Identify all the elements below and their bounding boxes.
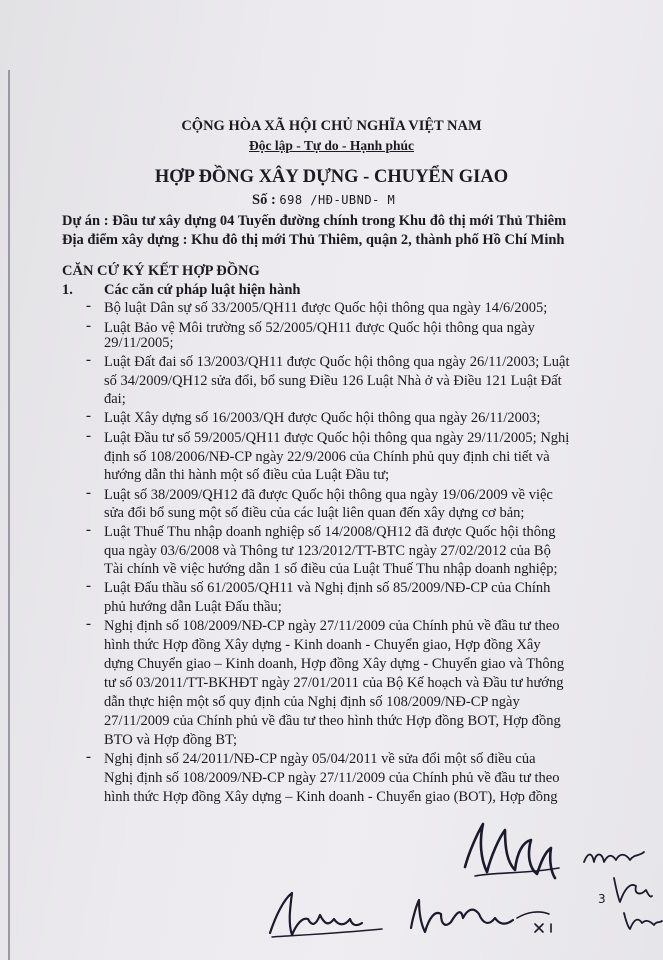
paper-edge [8, 70, 10, 960]
body-line: Nghị định số 108/2009/NĐ-CP ngày 27/11/2009 của Chính phủ về đầu tư theo [104, 618, 560, 634]
nation-header: CỘNG HÒA XÃ HỘI CHỦ NGHĨA VIỆT NAM [181, 118, 482, 134]
body-line: qua ngày 03/6/2008 và Thông tư 123/2012/TT-BTC ngày 27/02/2012 của Bộ [104, 543, 551, 559]
signature-initial-3 [620, 905, 663, 935]
project-value: Đầu tư xây dựng 04 Tuyến đường chính trong Khu đô thị mới Thủ Thiêm [112, 213, 567, 229]
project-label: Dự án : [62, 213, 109, 229]
section-heading: CĂN CỨ KÝ KẾT HỢP ĐỒNG [62, 263, 260, 279]
body-line: Luật Xây dựng số 16/2003/QH được Quốc hội thông qua ngày 26/11/2003; [104, 410, 541, 426]
number-value: 698 /HĐ-UBND- M [279, 193, 396, 207]
bullet-dash: - [86, 298, 91, 314]
body-line: hướng dẫn thi hành một số điều của Luật Đầu tư; [104, 467, 390, 483]
body-line: Nghị định số 24/2011/NĐ-CP ngày 05/04/2011 về sửa đổi một số điều của [104, 751, 536, 767]
body-line: số 34/2009/QH12 sửa đổi, bổ sung Điều 126 Luật Nhà ở và Điều 121 Luật Đất [104, 373, 562, 389]
motto: Độc lập - Tự do - Hạnh phúc [248, 138, 415, 153]
body-line: Luật số 38/2009/QH12 đã được Quốc hội thông qua ngày 19/06/2009 về việc [104, 487, 553, 503]
signature-main [455, 812, 575, 887]
body-line: 29/11/2005; [104, 335, 174, 351]
item-title: Các căn cứ pháp luật hiện hành [104, 282, 301, 298]
contract-number [252, 191, 395, 209]
bullet-dash: - [86, 522, 91, 538]
document-title: HỢP ĐỒNG XÂY DỰNG - CHUYỂN GIAO [154, 167, 509, 187]
location-label: Địa điểm xây dựng : [62, 232, 188, 248]
body-line: Luật Đất đai số 13/2003/QH11 được Quốc hội thông qua ngày 26/11/2003; Luật [104, 354, 570, 370]
body-line: sửa đổi bổ sung một số điều của các luật liên quan đến xây dựng cơ bản; [104, 505, 525, 521]
location-line [62, 231, 565, 249]
body-line: 27/11/2009 của Chính phủ về đầu tư theo hình thức Hợp đồng BOT, Hợp đồng [104, 713, 561, 729]
bullet-dash: - [86, 352, 91, 368]
body-line: Bộ luật Dân sự số 33/2005/QH11 được Quốc hội thông qua ngày 14/6/2005; [104, 300, 548, 316]
body-line: đai; [104, 391, 126, 407]
bullet-dash: - [86, 485, 91, 501]
body-line: Luật Đầu tư số 59/2005/QH11 được Quốc hội thông qua ngày 29/11/2005; Nghị [104, 430, 570, 446]
body-line: dẫn thực hiện một số quy định của Nghị định số 108/2009/NĐ-CP ngày [104, 694, 520, 710]
bullet-dash: - [86, 318, 91, 334]
bullet-dash: - [86, 578, 91, 594]
body-line: Nghị định số 108/2009/NĐ-CP ngày 27/11/2009 của Chính phủ về đầu tư theo [104, 770, 560, 786]
body-line: Luật Bảo vệ Môi trường số 52/2005/QH11 được Quốc hội thông qua ngày [104, 320, 535, 336]
location-value: Khu đô thị mới Thủ Thiêm, quận 2, thành phố Hồ Chí Minh [191, 232, 565, 248]
body-line: phủ hướng dẫn Luật Đấu thầu; [104, 599, 282, 615]
signature-initial-1 [580, 842, 650, 872]
body-line: Luật Thuế Thu nhập doanh nghiệp số 14/2008/QH12 đã được Quốc hội thông [104, 524, 556, 540]
body-line: hình thức Hợp đồng Xây dựng - Kinh doanh - Chuyển giao, Hợp đồng Xây [104, 637, 541, 653]
number-label: Số : [252, 192, 276, 208]
signature-initial-2 [610, 872, 655, 907]
body-line: BTO và Hợp đồng BT; [104, 732, 238, 748]
bullet-dash: - [86, 408, 91, 424]
body-line: hình thức Hợp đồng Xây dựng – Kinh doanh - Chuyển giao (BOT), Hợp đồng [104, 789, 558, 805]
signature-left [262, 885, 387, 945]
bullet-dash: - [86, 428, 91, 444]
page-mark: 3 [598, 892, 606, 906]
signature-middle [405, 888, 580, 948]
body-line: Luật Đấu thầu số 61/2005/QH11 và Nghị định số 85/2009/NĐ-CP của Chính [104, 580, 551, 596]
body-line: định số 108/2006/NĐ-CP ngày 22/9/2006 của Chính phủ quy định chi tiết và [104, 449, 550, 465]
body-line: tư số 03/2011/TT-BKHĐT ngày 27/01/2011 của Bộ Kế hoạch và Đầu tư hướng [104, 675, 564, 691]
body-line: dựng Chuyển giao – Kinh doanh, Hợp đồng Xây dựng - Chuyển giao và Thông [104, 656, 565, 672]
item-number: 1. [62, 282, 73, 298]
bullet-dash: - [86, 749, 91, 765]
bullet-dash: - [86, 616, 91, 632]
project-line [62, 212, 566, 230]
body-line: Tài chính về việc hướng dẫn 1 số điều của Luật Thuế Thu nhập doanh nghiệp; [104, 561, 558, 577]
